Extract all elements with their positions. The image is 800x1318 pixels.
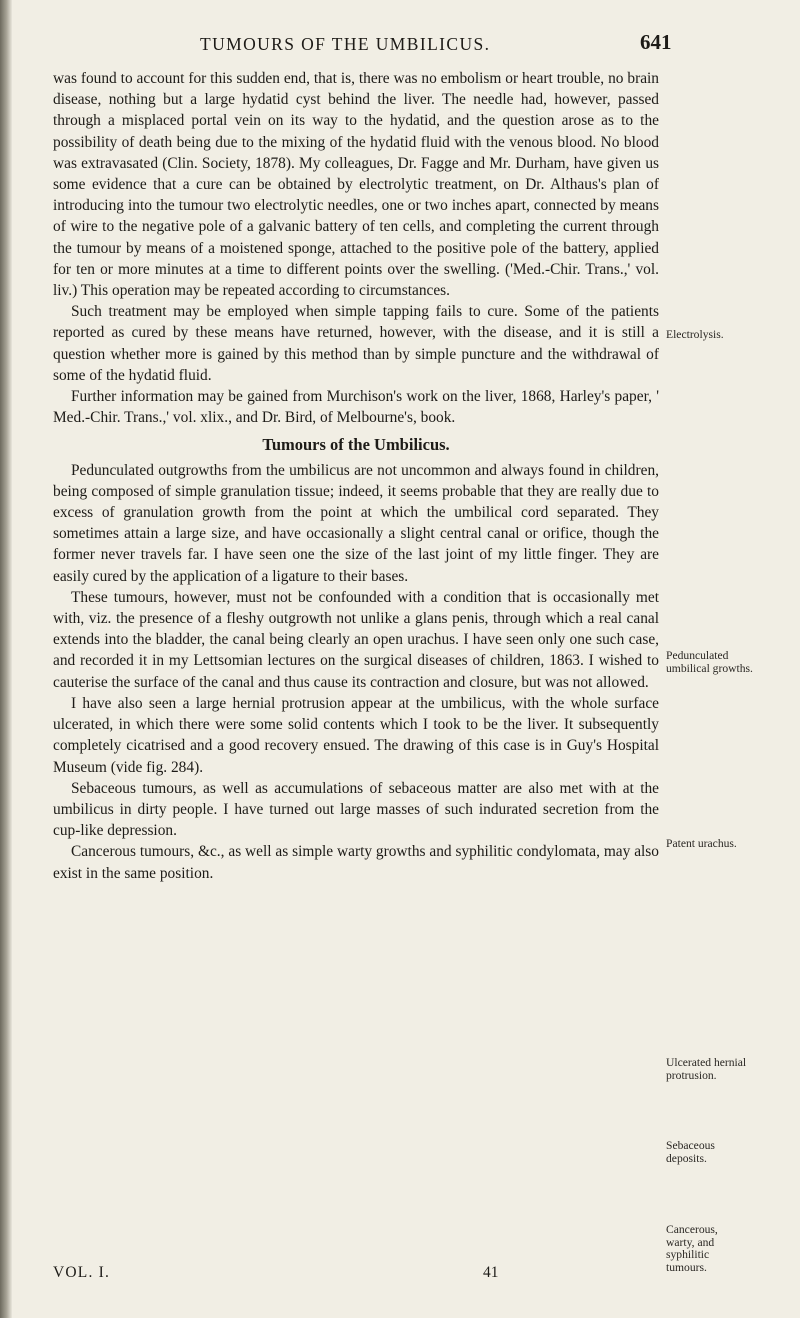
paragraph-pedunculated: Pedunculated outgrowths from the umbilicus are not uncommon and always found in children, being composed of simple granulation tissue; indeed, it seems probable that they are really due to excess of granulation growth from the point at which the umbilical cord separated. They sometimes attain a large size, and have occasionally a slight central canal or orifice, though the former never travels far. I have seen one the size of the last joint of my little finger. They are easily cured by the application of a ligature to their bases. (53, 461, 659, 585)
margin-note-pedunculated: Pedunculated umbilical growths. (666, 649, 753, 675)
paragraph-treatment: Such treatment may be employed when simple tapping fails to cure. Some of the patients reported as cured by these means have returned, however, with the disease, and it is still a question whether more is gained by this method than by simple puncture and the withdrawal of some of the hydatid fluid. (53, 303, 659, 384)
page-footer (53, 1264, 499, 1288)
margin-note-sebaceous: Sebaceous deposits. (666, 1139, 715, 1165)
signature-mark: 41 (483, 1264, 499, 1281)
paragraph-hernial-protrusion: I have also seen a large hernial protrusion appear at the umbilicus, with the whole surface ulcerated, in which there were some solid contents which I took to be the liver. It subsequently completely cicatrised and a good recovery ensued. The drawing of this case is in Guy's Hospital Museum (vide fig. 284). (53, 694, 659, 776)
main-text (53, 68, 659, 884)
margin-note-cancerous: Cancerous, warty, and syphilitic tumours. (666, 1223, 718, 1274)
volume-label: VOL. I. (53, 1264, 111, 1281)
section-heading: Tumours of the Umbilicus. (262, 435, 450, 455)
paragraph-further-information: Further information may be gained from Murchison's work on the liver, 1868, Harley's paper, ' Med.-Chir. Trans.,' vol. xlix., and Dr. Bird, of Melbourne's, book. (53, 388, 659, 427)
margin-note-electrolysis: Electrolysis. (666, 328, 724, 341)
paragraph-cancerous: Cancerous tumours, &c., as well as simple warty growths and syphilitic condylomata, may also exist in the same position. (53, 843, 659, 882)
margin-note-ulcerated: Ulcerated hernial protrusion. (666, 1056, 747, 1082)
margin-note-urachus: Patent urachus. (666, 837, 737, 850)
paragraph-urachus: These tumours, however, must not be confounded with a condition that is occasionally met with, viz. the presence of a fleshy outgrowth not unlike a glans penis, through which a real canal extends into the bladder, the canal being clearly an open urachus. I have seen only one such case, and recorded it in my Lettsomian lectures on the surgical diseases of children, 1863. I wished to cauterise the surface of the canal and thus cause its contraction and closure, but was not allowed. (53, 588, 659, 691)
page-header (0, 28, 800, 58)
page-binding-edge (0, 0, 12, 1318)
paragraph-sebaceous: Sebaceous tumours, as well as accumulations of sebaceous matter are also met with at the umbilicus in dirty people. I have turned out large masses of such indurated secretion from the cup-like depression. (53, 779, 659, 840)
page-number: 641 (640, 30, 672, 54)
paragraph-hydatid-case: was found to account for this sudden end, that is, there was no embolism or heart trouble, no brain disease, nothing but a large hydatid cyst behind the liver. The needle had, however, passed through a misplaced portal vein on its way to the hydatid, and the question arose as to the possibility of death being due to the mixing of the hydatid fluid with the venous blood. No blood was extravasated (Clin. Society, 1878). My colleagues, Dr. Fagge and Mr. Durham, have given us some evidence that a cure can be obtained by electrolytic treatment, on Dr. Althaus's plan of introducing into the tumour two electrolytic needles, one or two inches apart, connected by means of wire to the negative pole of a galvanic battery of ten cells, and completing the current through the tumour by means of a moistened sponge, attached to the positive pole of the battery, applied for ten or more minutes at a time to different points over the swelling. ('Med.-Chir. Trans.,' vol. liv.) This operation may be repeated according to circumstances. (53, 70, 659, 300)
running-title: TUMOURS OF THE UMBILICUS. (200, 34, 491, 54)
